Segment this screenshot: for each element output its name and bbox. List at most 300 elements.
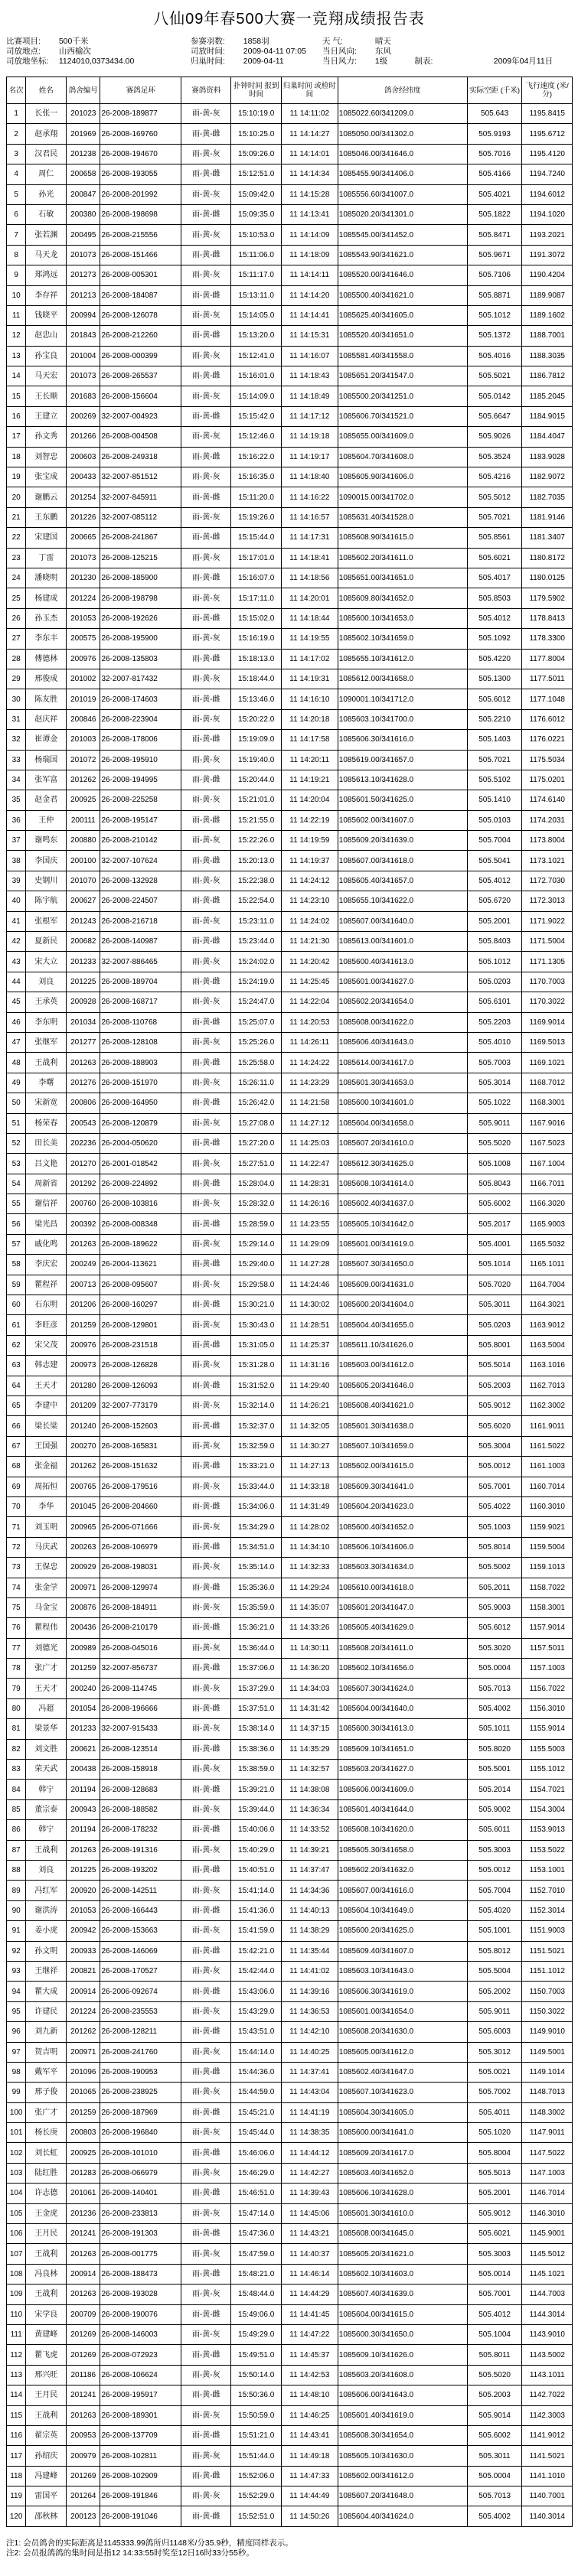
table-cell: 11 14:34:36 bbox=[281, 1881, 338, 1900]
table-cell: 200920 bbox=[67, 1881, 100, 1900]
table-cell: 505.8004 bbox=[467, 2143, 522, 2163]
table-cell: 1085603.10/341700.0 bbox=[338, 709, 467, 729]
table-cell: 韩宁 bbox=[26, 1820, 67, 1840]
table-cell: 59 bbox=[7, 1275, 26, 1295]
table-cell: 张广才 bbox=[26, 1659, 67, 1679]
table-row bbox=[7, 144, 573, 164]
table-row bbox=[7, 1396, 573, 1416]
table-cell: 26-2008-185900 bbox=[100, 568, 181, 588]
table-cell: 505.7021 bbox=[467, 750, 522, 770]
table-cell: 26-2008-165831 bbox=[100, 1436, 181, 1456]
table-cell: 15:16:19.0 bbox=[231, 629, 281, 649]
table-cell: 1085603.20/341627.0 bbox=[338, 1760, 467, 1780]
table-cell: 雨-黄-灰 bbox=[181, 144, 231, 164]
table-cell: 505.5102 bbox=[467, 770, 522, 790]
table-cell: 101 bbox=[7, 2123, 26, 2143]
table-cell: 119 bbox=[7, 2486, 26, 2506]
table-cell: 11 14:22:47 bbox=[281, 1154, 338, 1174]
table-cell: 36 bbox=[7, 810, 26, 830]
table-cell: 112 bbox=[7, 2345, 26, 2365]
table-cell: 15:16:22.0 bbox=[231, 447, 281, 467]
table-cell: 107 bbox=[7, 2244, 26, 2264]
table-row bbox=[7, 871, 573, 891]
table-cell: 15:13:46.0 bbox=[231, 689, 281, 709]
table-cell: 42 bbox=[7, 932, 26, 952]
table-cell: 11 14:18:44 bbox=[281, 608, 338, 628]
table-cell: 1144.7003 bbox=[522, 2285, 573, 2304]
table-cell: 1085601.30/341653.0 bbox=[338, 1073, 467, 1093]
table-cell: 张广才 bbox=[26, 2102, 67, 2122]
table-cell: 505.0021 bbox=[467, 2062, 522, 2082]
table-cell: 505.5014 bbox=[467, 1356, 522, 1376]
table-row bbox=[7, 245, 573, 265]
table-cell: 505.4012 bbox=[467, 2304, 522, 2324]
table-cell: 201073 bbox=[67, 548, 100, 568]
table-row bbox=[7, 932, 573, 952]
table-cell: 26-2008-152603 bbox=[100, 1416, 181, 1436]
table-cell: 201259 bbox=[67, 1659, 100, 1679]
table-cell: 15:36:21.0 bbox=[231, 1618, 281, 1638]
table-cell: 505.7004 bbox=[467, 1881, 522, 1900]
table-cell: 雨-黄-灰 bbox=[181, 709, 231, 729]
meta-value: 2009-04-11 07:05 bbox=[243, 47, 306, 56]
table-row bbox=[7, 1496, 573, 1516]
table-cell: 26-2008-190076 bbox=[100, 2304, 181, 2324]
table-cell: 15:34:06.0 bbox=[231, 1496, 281, 1516]
table-cell: 1085604.00/341658.0 bbox=[338, 1113, 467, 1133]
table-cell: 26-2008-193202 bbox=[100, 1860, 181, 1880]
table-cell: 32 bbox=[7, 730, 26, 750]
table-cell: 雨-黄-灰 bbox=[181, 225, 231, 245]
table-cell: 26-2008-178232 bbox=[100, 1820, 181, 1840]
table-cell: 11 14:29:09 bbox=[281, 1234, 338, 1254]
table-cell: 15:17:01.0 bbox=[231, 548, 281, 568]
table-cell: 11 14:36:53 bbox=[281, 2001, 338, 2021]
table-cell: 1085609.20/341617.0 bbox=[338, 2143, 467, 2163]
table-cell: 1177.5011 bbox=[522, 669, 573, 689]
table-cell: 1194.7240 bbox=[522, 164, 573, 184]
table-row bbox=[7, 1295, 573, 1315]
table-cell: 王战利 bbox=[26, 2405, 67, 2425]
table-cell: 1085601.20/341647.0 bbox=[338, 1597, 467, 1617]
table-cell: 15:13:20.0 bbox=[231, 326, 281, 346]
table-cell: 1085608.20/341630.0 bbox=[338, 2022, 467, 2042]
table-row bbox=[7, 1275, 573, 1295]
table-cell: 11 14:32:05 bbox=[281, 1416, 338, 1436]
table-row bbox=[7, 2184, 573, 2203]
table-row bbox=[7, 2486, 573, 2506]
table-cell: 15:30:43.0 bbox=[231, 1315, 281, 1335]
table-row bbox=[7, 1698, 573, 1718]
table-cell: 200627 bbox=[67, 891, 100, 911]
table-cell: 11 14:47:33 bbox=[281, 2466, 338, 2486]
table-cell: 26-2008-196666 bbox=[100, 1698, 181, 1718]
table-cell: 1163.9012 bbox=[522, 1315, 573, 1335]
table-cell: 雨-黄-雌 bbox=[181, 1659, 231, 1679]
table-cell: 201070 bbox=[67, 871, 100, 891]
table-cell: 11 14:26:16 bbox=[281, 1194, 338, 1214]
table-cell: 王天才 bbox=[26, 1679, 67, 1698]
table-cell: 雨-黄-雌 bbox=[181, 1416, 231, 1436]
table-cell: 雨-黄-雌 bbox=[181, 2425, 231, 2445]
table-cell: 11 14:43:41 bbox=[281, 2425, 338, 2445]
table-cell: 陈友胜 bbox=[26, 689, 67, 709]
table-cell: 宋学良 bbox=[26, 2304, 67, 2324]
table-row bbox=[7, 1436, 573, 1456]
table-cell: 1085608.00/341622.0 bbox=[338, 1012, 467, 1032]
table-cell: 15:22:26.0 bbox=[231, 831, 281, 851]
table-cell: 200876 bbox=[67, 1597, 100, 1617]
table-cell: 郑鸿远 bbox=[26, 265, 67, 285]
table-cell: 200543 bbox=[67, 1113, 100, 1133]
table-cell: 1085605.30/341658.0 bbox=[338, 1840, 467, 1860]
table-row bbox=[7, 265, 573, 285]
table-cell: 200269 bbox=[67, 406, 100, 426]
table-cell: 雨-黄-雌 bbox=[181, 1214, 231, 1234]
table-cell: 26-2008-179516 bbox=[100, 1477, 181, 1496]
table-cell: 1190.4204 bbox=[522, 265, 573, 285]
table-cell: 15:35:14.0 bbox=[231, 1558, 281, 1578]
table-cell: 75 bbox=[7, 1597, 26, 1617]
table-row bbox=[7, 2163, 573, 2183]
table-cell: 15:44:59.0 bbox=[231, 2083, 281, 2102]
meta-label: 比赛项目: bbox=[6, 37, 41, 46]
table-cell: 11 14:21:58 bbox=[281, 1093, 338, 1113]
table-cell: 雨-黄-灰 bbox=[181, 2001, 231, 2021]
table-cell: 雨-黄-雌 bbox=[181, 730, 231, 750]
table-cell: 505.3003 bbox=[467, 2244, 522, 2264]
table-cell: 1085609.30/341641.0 bbox=[338, 1477, 467, 1496]
table-cell: 雨-黄-灰 bbox=[181, 548, 231, 568]
table-cell: 2 bbox=[7, 124, 26, 144]
table-cell: 1156.7022 bbox=[522, 1679, 573, 1698]
table-cell: 505.1012 bbox=[467, 952, 522, 972]
table-cell: 201263 bbox=[67, 1840, 100, 1860]
table-cell: 11 14:30:27 bbox=[281, 1436, 338, 1456]
table-cell: 贺吉明 bbox=[26, 2042, 67, 2062]
table-cell: 孙绍庆 bbox=[26, 2446, 67, 2466]
table-cell: 雨-黄-灰 bbox=[181, 1558, 231, 1578]
table-cell: 505.4020 bbox=[467, 1900, 522, 1920]
table-cell: 1085601.40/341619.0 bbox=[338, 2405, 467, 2425]
table-row bbox=[7, 366, 573, 386]
table-row bbox=[7, 1638, 573, 1658]
table-cell: 11 14:19:21 bbox=[281, 770, 338, 790]
table-row bbox=[7, 689, 573, 709]
table-cell: 505.3014 bbox=[467, 1073, 522, 1093]
table-row bbox=[7, 1537, 573, 1557]
table-cell: 26-2008-195147 bbox=[100, 810, 181, 830]
table-cell: 邵秋林 bbox=[26, 2506, 67, 2526]
table-cell: 15:41:36.0 bbox=[231, 1900, 281, 1920]
table-cell: 15:20:22.0 bbox=[231, 709, 281, 729]
table-cell: 1085631.40/341528.0 bbox=[338, 507, 467, 527]
table-cell: 15:21:55.0 bbox=[231, 810, 281, 830]
table-row bbox=[7, 831, 573, 851]
table-cell: 戴军平 bbox=[26, 2062, 67, 2082]
table-cell: 200803 bbox=[67, 2123, 100, 2143]
table-cell: 15:42:21.0 bbox=[231, 1941, 281, 1961]
table-cell: 李东丰 bbox=[26, 629, 67, 649]
table-cell: 1185.2045 bbox=[522, 386, 573, 406]
table-cell: 11 14:30:11 bbox=[281, 1638, 338, 1658]
table-row bbox=[7, 2224, 573, 2244]
table-row bbox=[7, 1558, 573, 1578]
table-cell: 505.8001 bbox=[467, 1335, 522, 1355]
table-cell: 1144.3014 bbox=[522, 2304, 573, 2324]
table-cell: 1085606.00/341609.0 bbox=[338, 1780, 467, 1799]
table-cell: 201843 bbox=[67, 326, 100, 346]
table-cell: 崔谭金 bbox=[26, 730, 67, 750]
table-cell: 15:41:59.0 bbox=[231, 1921, 281, 1941]
table-cell: 201233 bbox=[67, 1719, 100, 1739]
table-cell: 雨-黄-雌 bbox=[181, 1012, 231, 1032]
table-cell: 505.7016 bbox=[467, 144, 522, 164]
table-cell: 雨-黄-雌 bbox=[181, 2143, 231, 2163]
table-cell: 1085606.10/341606.0 bbox=[338, 1537, 467, 1557]
table-cell: 1085607.20/341610.0 bbox=[338, 1133, 467, 1153]
table-cell: 1085610.00/341618.0 bbox=[338, 1578, 467, 1597]
table-cell: 200270 bbox=[67, 1436, 100, 1456]
table-cell: 1164.7004 bbox=[522, 1275, 573, 1295]
table-cell: 11 14:31:42 bbox=[281, 1698, 338, 1718]
table-cell: 15:40:06.0 bbox=[231, 1820, 281, 1840]
table-cell: 26-2008-189877 bbox=[100, 104, 181, 124]
table-cell: 201263 bbox=[67, 1234, 100, 1254]
table-cell: 26-2008-156604 bbox=[100, 386, 181, 406]
table-cell: 雨-黄-雌 bbox=[181, 2062, 231, 2082]
table-cell: 1085655.10/341622.0 bbox=[338, 891, 467, 911]
table-cell: 1182.9072 bbox=[522, 467, 573, 487]
table-cell: 26-2008-210179 bbox=[100, 1618, 181, 1638]
table-cell: 许建民 bbox=[26, 2001, 67, 2021]
table-cell: 11 14:45:06 bbox=[281, 2203, 338, 2223]
table-cell: 张根军 bbox=[26, 911, 67, 931]
table-cell: 刘德光 bbox=[26, 1638, 67, 1658]
table-cell: 1160.3010 bbox=[522, 1496, 573, 1516]
table-cell: 雨-黄-雌 bbox=[181, 1335, 231, 1355]
table-cell: 200263 bbox=[67, 1537, 100, 1557]
column-header: 鸽舍经纬度 bbox=[338, 77, 467, 104]
table-cell: 201019 bbox=[67, 689, 100, 709]
table-cell: 11 14:21:30 bbox=[281, 932, 338, 952]
table-cell: 26-2008-123514 bbox=[100, 1739, 181, 1759]
table-row bbox=[7, 1881, 573, 1900]
table-row bbox=[7, 1961, 573, 1981]
table-cell: 11 bbox=[7, 305, 26, 325]
table-cell: 1163.5004 bbox=[522, 1335, 573, 1355]
meta-value: 1级 bbox=[374, 57, 388, 66]
table-cell: 201276 bbox=[67, 1073, 100, 1093]
table-cell: 雨-黄-雌 bbox=[181, 1780, 231, 1799]
table-cell: 李存祥 bbox=[26, 285, 67, 305]
table-cell: 王月民 bbox=[26, 2385, 67, 2405]
table-cell: 90 bbox=[7, 1900, 26, 1920]
table-cell: 1149.5001 bbox=[522, 2042, 573, 2062]
table-cell: 505.4016 bbox=[467, 346, 522, 366]
table-cell: 15:44:36.0 bbox=[231, 2062, 281, 2082]
table-cell: 17 bbox=[7, 427, 26, 447]
table-cell: 15:48:44.0 bbox=[231, 2285, 281, 2304]
table-cell: 15:52:29.0 bbox=[231, 2486, 281, 2506]
table-cell: 15:25:58.0 bbox=[231, 1053, 281, 1073]
table-cell: 26-2008-201992 bbox=[100, 184, 181, 204]
table-cell: 11 14:28:51 bbox=[281, 1315, 338, 1335]
table-cell: 15:12:46.0 bbox=[231, 427, 281, 447]
table-cell: 26-2001-018542 bbox=[100, 1154, 181, 1174]
table-cell: 15:38:59.0 bbox=[231, 1760, 281, 1780]
table-cell: 董宗泰 bbox=[26, 1799, 67, 1819]
table-cell: 15:16:07.0 bbox=[231, 568, 281, 588]
table-cell: 26-2008-164950 bbox=[100, 1093, 181, 1113]
table-cell: 70 bbox=[7, 1496, 26, 1516]
meta-row bbox=[6, 57, 573, 67]
table-cell: 11 14:18:09 bbox=[281, 245, 338, 265]
table-cell: 4 bbox=[7, 164, 26, 184]
table-cell: 1173.1021 bbox=[522, 851, 573, 871]
table-cell: 201240 bbox=[67, 1416, 100, 1436]
table-cell: 15:49:51.0 bbox=[231, 2345, 281, 2365]
table-cell: 雨-黄-灰 bbox=[181, 1517, 231, 1537]
table-cell: 15:27:08.0 bbox=[231, 1113, 281, 1133]
table-cell: 15:52:06.0 bbox=[231, 2466, 281, 2486]
table-cell: 11 14:30:02 bbox=[281, 1295, 338, 1315]
table-cell: 1150.3022 bbox=[522, 2001, 573, 2021]
table-cell: 505.643 bbox=[467, 104, 522, 124]
table-cell: 石东明 bbox=[26, 1295, 67, 1315]
table-cell: 11 14:16:10 bbox=[281, 689, 338, 709]
table-cell: 15:44:14.0 bbox=[231, 2042, 281, 2062]
table-cell: 1085605.20/341646.0 bbox=[338, 1376, 467, 1395]
table-cell: 1085600.00/341641.0 bbox=[338, 2123, 467, 2143]
table-cell: 1085581.40/341558.0 bbox=[338, 346, 467, 366]
table-cell: 26-2006-092674 bbox=[100, 1982, 181, 2001]
table-cell: 雨-黄-雌 bbox=[181, 1496, 231, 1516]
table-cell: 505.9671 bbox=[467, 245, 522, 265]
table-cell: 1180.8172 bbox=[522, 548, 573, 568]
table-cell: 15:47:36.0 bbox=[231, 2224, 281, 2244]
table-cell: 王国强 bbox=[26, 1436, 67, 1456]
table-row bbox=[7, 2345, 573, 2365]
table-cell: 雨-黄-灰 bbox=[181, 669, 231, 689]
column-header: 实际空距 (千米) bbox=[467, 77, 522, 104]
table-cell: 1180.0125 bbox=[522, 568, 573, 588]
table-cell: 1085608.10/341614.0 bbox=[338, 1174, 467, 1194]
table-cell: 雨-黄-雌 bbox=[181, 406, 231, 426]
table-row bbox=[7, 2102, 573, 2122]
table-cell: 200682 bbox=[67, 932, 100, 952]
table-row bbox=[7, 891, 573, 911]
table-cell: 1085609.00/341631.0 bbox=[338, 1275, 467, 1295]
table-cell: 1188.7001 bbox=[522, 326, 573, 346]
table-cell: 1159.5004 bbox=[522, 1537, 573, 1557]
table-cell: 1085046.00/341646.0 bbox=[338, 144, 467, 164]
table-cell: 孙玉杰 bbox=[26, 608, 67, 628]
table-cell: 200765 bbox=[67, 1477, 100, 1496]
table-cell: 505.6003 bbox=[467, 2022, 522, 2042]
table-cell: 26-2008-170527 bbox=[100, 1961, 181, 1981]
table-cell: 张继军 bbox=[26, 1032, 67, 1052]
table-cell: 200433 bbox=[67, 467, 100, 487]
table-cell: 1152.3014 bbox=[522, 1900, 573, 1920]
table-cell: 15:52:51.0 bbox=[231, 2506, 281, 2526]
table-cell: 505.8020 bbox=[467, 1739, 522, 1759]
table-cell: 雷国平 bbox=[26, 2486, 67, 2506]
table-cell: 60 bbox=[7, 1295, 26, 1315]
table-row bbox=[7, 1416, 573, 1436]
table-cell: 1085651.20/341547.0 bbox=[338, 366, 467, 386]
table-cell: 1085600.30/341650.0 bbox=[338, 2324, 467, 2344]
table-cell: 15:36:44.0 bbox=[231, 1638, 281, 1658]
column-header: 扑钟时间 报到时间 bbox=[231, 77, 281, 104]
table-cell: 18 bbox=[7, 447, 26, 467]
table-cell: 1085543.90/341621.0 bbox=[338, 245, 467, 265]
table-cell: 26-2008-153663 bbox=[100, 1921, 181, 1941]
table-cell: 雨-黄-灰 bbox=[181, 1396, 231, 1416]
table-cell: 505.4022 bbox=[467, 1496, 522, 1516]
table-cell: 1085600.20/341604.0 bbox=[338, 1295, 467, 1315]
table-cell: 26-2008-128683 bbox=[100, 1780, 181, 1799]
table-cell: 32-2007-004923 bbox=[100, 406, 181, 426]
table-cell: 11 14:41:02 bbox=[281, 1961, 338, 1981]
table-cell: 1169.1021 bbox=[522, 1053, 573, 1073]
table-cell: 雨-黄-灰 bbox=[181, 1032, 231, 1052]
table-cell: 505.3012 bbox=[467, 2042, 522, 2062]
table-cell: 15:39:44.0 bbox=[231, 1799, 281, 1819]
table-cell: 38 bbox=[7, 851, 26, 871]
table-cell: 505.4166 bbox=[467, 164, 522, 184]
table-cell: 200709 bbox=[67, 2304, 100, 2324]
table-cell: 雨-黄-雌 bbox=[181, 1618, 231, 1638]
table-cell: 19 bbox=[7, 467, 26, 487]
table-cell: 11 14:20:53 bbox=[281, 1012, 338, 1032]
table-cell: 48 bbox=[7, 1053, 26, 1073]
table-cell: 15:46:06.0 bbox=[231, 2143, 281, 2163]
table-row bbox=[7, 2022, 573, 2042]
table-cell: 1194.1020 bbox=[522, 204, 573, 224]
table-cell: 15:37:29.0 bbox=[231, 1679, 281, 1698]
table-cell: 505.8012 bbox=[467, 1941, 522, 1961]
table-cell: 15:32:37.0 bbox=[231, 1416, 281, 1436]
table-cell: 15:35:36.0 bbox=[231, 1578, 281, 1597]
table-cell: 26-2004-113621 bbox=[100, 1255, 181, 1275]
table-cell: 505.8503 bbox=[467, 588, 522, 608]
table-cell: 505.0004 bbox=[467, 2466, 522, 2486]
table-cell: 1085602.00/341615.0 bbox=[338, 1457, 467, 1477]
table-cell: 雨-黄-灰 bbox=[181, 2042, 231, 2062]
table-cell: 15:31:28.0 bbox=[231, 1356, 281, 1376]
table-cell: 26-2004-050620 bbox=[100, 1133, 181, 1153]
table-cell: 1154.3004 bbox=[522, 1799, 573, 1819]
table-cell: 11 14:11:02 bbox=[281, 104, 338, 124]
table-cell: 15:13:11.0 bbox=[231, 285, 281, 305]
table-cell: 11 14:22:19 bbox=[281, 810, 338, 830]
table-cell: 201073 bbox=[67, 245, 100, 265]
table-cell: 11 14:33:18 bbox=[281, 1477, 338, 1496]
table-cell: 29 bbox=[7, 669, 26, 689]
table-cell: 1085602.40/341637.0 bbox=[338, 1194, 467, 1214]
table-cell: 赵承翔 bbox=[26, 124, 67, 144]
table-cell: 15:50:59.0 bbox=[231, 2405, 281, 2425]
table-cell: 82 bbox=[7, 1739, 26, 1759]
table-cell: 200979 bbox=[67, 2446, 100, 2466]
table-cell: 1085606.70/341521.0 bbox=[338, 406, 467, 426]
table-cell: 15:45:21.0 bbox=[231, 2102, 281, 2122]
table-cell: 11 14:14:11 bbox=[281, 265, 338, 285]
table-cell: 505.4002 bbox=[467, 2506, 522, 2526]
table-cell: 1175.5034 bbox=[522, 750, 573, 770]
table-row bbox=[7, 568, 573, 588]
